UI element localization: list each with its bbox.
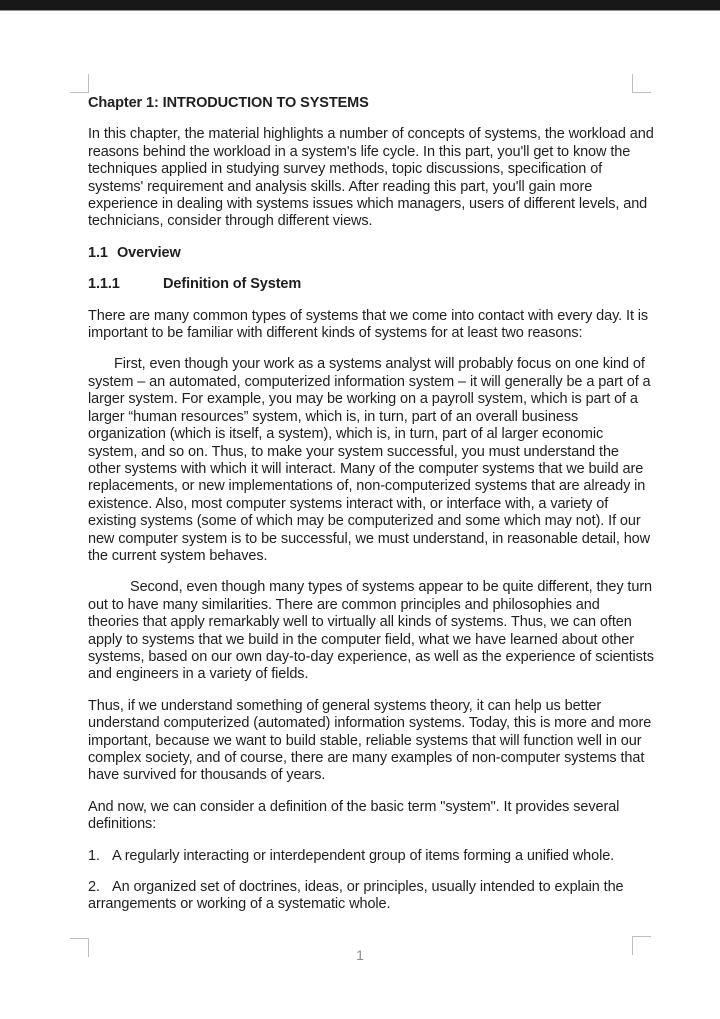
definition-item-2 bbox=[88, 879, 654, 914]
first-reason-paragraph: First, even though your work as a systems analyst will probably focus on one kind of system – an automated, computerized information system – it will generally be a part of a larger system. For example, you may be working on a payroll system, which is part of a larger “human resources” system, which is, in turn, part of an overall business organization (which is itself, a system), which is, in turn, part of al larger economic system, and so on. Thus, to make your system successful, you must understand the other systems with which it will interact. Many of the computer systems that we build are replacements, or new implementations of, non-computerized systems that are already in existence. Also, most computer systems interact with, or interface with, a variety of existing systems (some of which may be computerized and some which may not). If our new computer system is to be successful, we must understand, in reasonable detail, how the current system behaves. bbox=[88, 356, 651, 564]
definition-item-1 bbox=[88, 848, 654, 865]
page-content bbox=[88, 95, 654, 928]
top-bar bbox=[0, 0, 720, 11]
subsection-heading-number: 1.1.1 bbox=[88, 276, 120, 293]
definition-item-2-number: 2. bbox=[88, 879, 100, 896]
section-heading bbox=[88, 245, 654, 262]
chapter-title: Chapter 1: INTRODUCTION TO SYSTEMS bbox=[88, 95, 369, 111]
second-reason-paragraph: Second, even though many types of systems appear to be quite different, they turn out to have many similarities. There are common principles and philosophies and theories that apply remarkably well to virtually all kinds of systems. Thus, we can often apply to systems that we build in the computer field, what we have learned about other systems, based on our own day-to-day experience, as well as the experience of scientists and engineers in a variety of fields. bbox=[88, 579, 654, 683]
systems-theory-paragraph: Thus, if we understand something of general systems theory, it can help us better understand computerized (automated) information systems. Today, this is more and more important, because we want to build stable, reliable systems that will function well in our complex society, and of course, there are many examples of non-computer systems that have survived for thousands of years. bbox=[88, 697, 652, 784]
definition-item-1-text: A regularly interacting or interdependent group of items forming a unified whole. bbox=[112, 847, 615, 864]
definition-item-1-number: 1. bbox=[88, 847, 100, 864]
subsection-heading-label: Definition of System bbox=[163, 276, 302, 293]
subsection-heading bbox=[88, 276, 654, 293]
definition-intro-paragraph: And now, we can consider a definition of the basic term "system". It provides several definitions: bbox=[88, 798, 620, 833]
section-heading-label: Overview bbox=[117, 244, 181, 261]
section-heading-number: 1.1 bbox=[88, 244, 108, 261]
text-boundary-mark-top-right bbox=[632, 74, 651, 93]
text-boundary-mark-top-left bbox=[70, 74, 89, 93]
definition-item-2-text: An organized set of doctrines, ideas, or principles, usually intended to explain the arrangements or working of a systematic whole. bbox=[88, 879, 624, 913]
page-number: 1 bbox=[356, 947, 364, 963]
reasons-intro-paragraph: There are many common types of systems that we come into contact with every day. It is important to be familiar with different kinds of systems for at least two reasons: bbox=[88, 307, 649, 342]
intro-paragraph: In this chapter, the material highlights a number of concepts of systems, the workload and reasons behind the workload in a system's life cycle. In this part, you'll get to know the techniques applied in studying survey methods, topic discussions, specification of systems' requirement and analysis skills. After reading this part, you'll gain more experience in dealing with systems issues which managers, users of different levels, and technicians, consider through different views. bbox=[88, 126, 654, 230]
